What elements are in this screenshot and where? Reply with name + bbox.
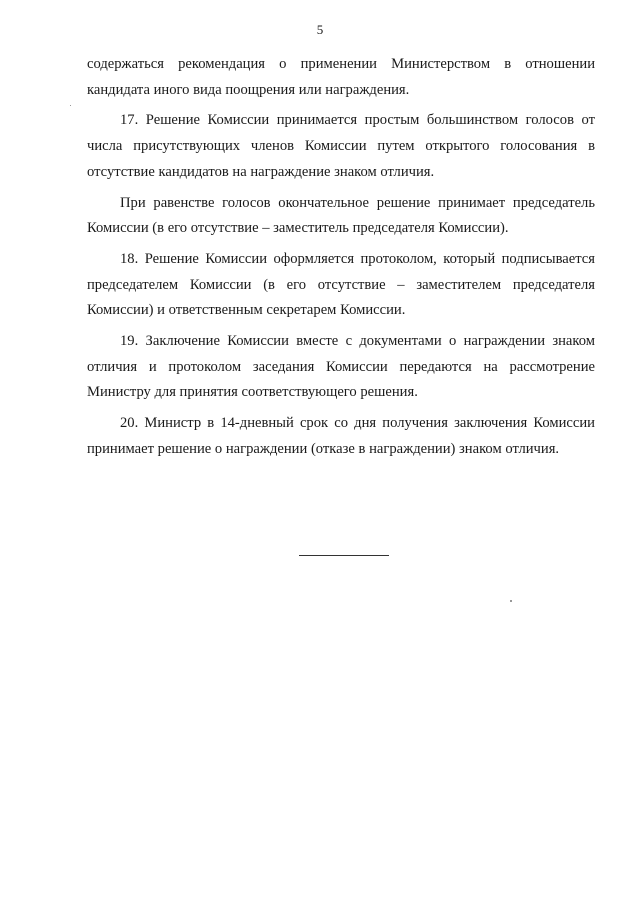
scan-speck	[70, 105, 71, 106]
paragraph-continuation: содержаться рекомендация о применении Министерством в отношении кандидата иного вида поощрения или награждения.	[87, 56, 595, 98]
end-divider-line	[299, 555, 389, 556]
paragraph-19: 19. Заключение Комиссии вместе с документами о награждении знаком отличия и протоколом заседания Комиссии передаются на рассмотрение Министру для принятия соответствующего решения.	[87, 333, 595, 401]
paragraph-17: 17. Решение Комиссии принимается простым большинством голосов от числа присутствующих членов Комиссии путем открытого голосования в отсутствие кандидатов на награждение знаком отличия.	[87, 112, 595, 180]
page-number: 5	[316, 22, 324, 37]
document-body	[87, 52, 595, 463]
paragraph-20: 20. Министр в 14-дневный срок со дня получения заключения Комиссии принимает решение о награждении (отказе в награждении) знаком отличия.	[87, 415, 595, 457]
paragraph-18: 18. Решение Комиссии оформляется протоколом, который подписывается председателем Комиссии (в его отсутствие – заместителем председателя Комиссии) и ответственным секретарем Комиссии.	[87, 250, 595, 319]
paragraph-17-tie-vote: При равенстве голосов окончательное решение принимает председатель Комиссии (в его отсутствие – заместитель председателя Комиссии).	[87, 194, 595, 237]
scan-speck	[510, 600, 512, 602]
